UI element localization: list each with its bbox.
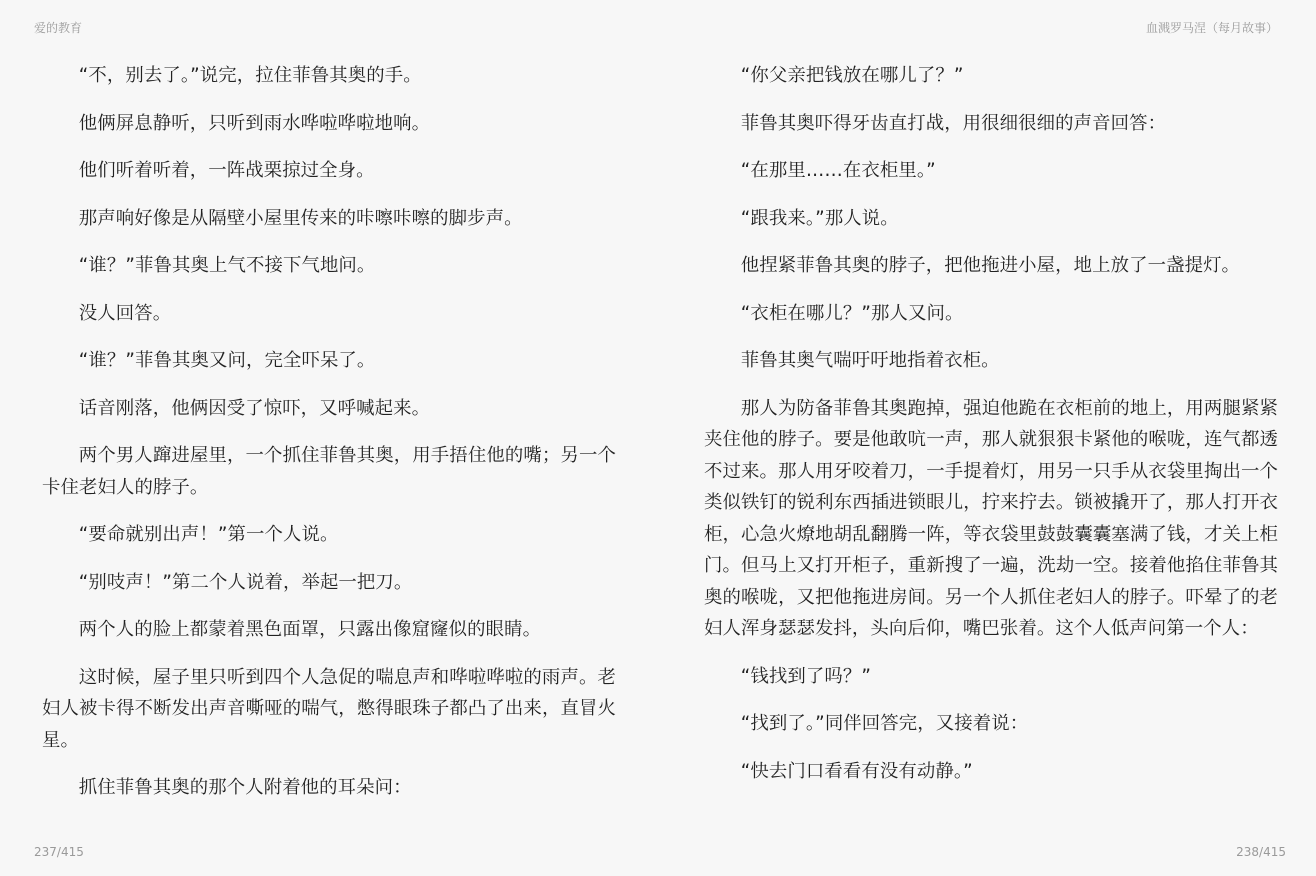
book-title: 爱的教育	[34, 21, 83, 35]
paragraph: “你父亲把钱放在哪儿了？”	[740, 65, 964, 86]
paragraph: 菲鲁其奥吓得牙齿直打战，用很细很细的声音回答：	[740, 112, 1167, 134]
chapter-title: 血溅罗马涅（每月故事）	[1145, 21, 1278, 35]
page-number-right: 238/415	[1236, 845, 1286, 859]
paragraph: “快去门口看看有没有动静。”	[740, 760, 973, 782]
paragraph: “谁？”菲鲁其奥上气不接下气地问。	[78, 255, 376, 276]
page-number-left: 237/415	[34, 845, 84, 859]
right-page	[704, 60, 1278, 803]
paragraph: 这时候，屋子里只听到四个人急促的喘息声和哗啦哗啦的雨声。老妇人被卡得不断发出声音嘶哑的喘气，憋得眼珠子都凸了出来，直冒火星。	[42, 666, 616, 751]
paragraph: 他捏紧菲鲁其奥的脖子，把他拖进小屋，地上放了一盏提灯。	[740, 255, 1241, 276]
paragraph: “不，别去了。”说完，拉住菲鲁其奥的手。	[78, 65, 422, 86]
paragraph: 他俩屏息静听，只听到雨水哗啦哗啦地响。	[78, 112, 431, 134]
paragraph: “别吱声！”第二个人说着，举起一把刀。	[78, 571, 413, 593]
paragraph: 两个人的脸上都蒙着黑色面罩，只露出像窟窿似的眼睛。	[78, 619, 542, 640]
paragraph: 菲鲁其奥气喘吁吁地指着衣柜。	[740, 350, 1000, 371]
paragraph: “找到了。”同伴回答完，又接着说：	[740, 713, 1029, 734]
paragraph: “衣柜在哪儿？”那人又问。	[740, 302, 964, 324]
paragraph: “在那里……在衣柜里。”	[740, 160, 936, 181]
left-page	[42, 60, 616, 820]
paragraph: 没人回答。	[78, 302, 172, 324]
paragraph: 那人为防备菲鲁其奥跑掉，强迫他跪在衣柜前的地上，用两腿紧紧夹住他的脖子。要是他敢吭一声，那人就狠狠卡紧他的喉咙，连气都透不过来。那人用牙咬着刀，一手提着灯，用另一只手从衣袋里掏出一个类似铁钉的锐利东西插进锁眼儿，拧来拧去。锁被撬开了，那人打开衣柜，心急火燎地胡乱翻腾一阵，等衣袋里鼓鼓囊囊塞满了钱，才关上柜门。但马上又打开柜子，重新搜了一遍，洗劫一空。接着他掐住菲鲁其奥的喉咙，又把他拖进房间。另一个人抓住老妇人的脖子。吓晕了的老妇人浑身瑟瑟发抖，头向后仰，嘴巴张着。这个人低声问第一个人：	[704, 397, 1278, 639]
paragraph: 两个男人蹿进屋里，一个抓住菲鲁其奥，用手捂住他的嘴；另一个卡住老妇人的脖子。	[42, 445, 616, 498]
paragraph: “跟我来。”那人说。	[740, 207, 899, 229]
paragraph: 那声响好像是从隔壁小屋里传来的咔嚓咔嚓的脚步声。	[78, 207, 523, 229]
paragraph: “钱找到了吗？”	[740, 665, 871, 687]
paragraph: 抓住菲鲁其奥的那个人附着他的耳朵问：	[78, 777, 412, 798]
paragraph: “谁？”菲鲁其奥又问，完全吓呆了。	[78, 350, 376, 371]
paragraph: “要命就别出声！”第一个人说。	[78, 524, 339, 545]
paragraph: 话音刚落，他俩因受了惊吓，又呼喊起来。	[78, 397, 431, 419]
paragraph: 他们听着听着，一阵战栗掠过全身。	[78, 160, 375, 181]
